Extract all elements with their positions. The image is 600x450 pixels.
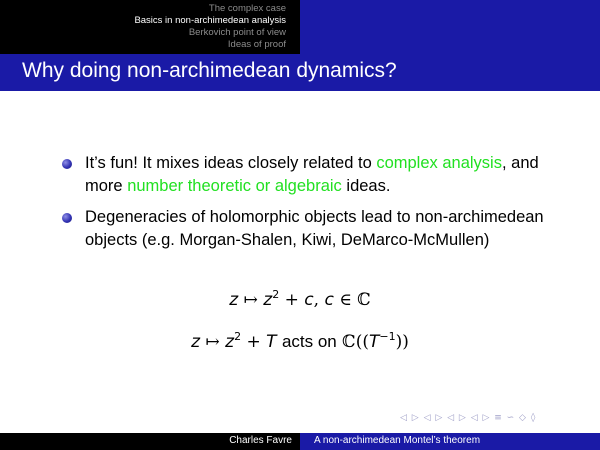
bullet-text: Degeneracies of holomorphic objects lead to non-archimedean objects (e.g. Morgan-Shalen, Kiwi, DeMarco-McMullen) [85, 208, 544, 249]
beamer-navigation-icons[interactable]: ◁ ▷ ◁ ▷ ◁ ▷ ◁ ▷ ≡ ∽ ◇ ◊ [400, 413, 537, 423]
footer-bar [0, 433, 600, 450]
bullet-item [62, 206, 562, 252]
section-navigation [134, 3, 286, 51]
section-link-non-archimedean-basics[interactable]: Basics in non-archimedean analysis [134, 15, 286, 26]
section-link-complex-case[interactable]: The complex case [208, 3, 286, 14]
header-right-panel [300, 0, 600, 54]
slide-content [62, 152, 562, 260]
formula-laurent-action: z ↦ $z^2 + T$ acts on $ℂ((T^{-1}))$ [191, 330, 409, 352]
title-bar [0, 54, 600, 91]
bullet-text: It’s fun! It mixes ideas closely related to complex analysis, and more number theoretic or algebraic ideas. [85, 154, 539, 195]
footer-author: Charles Favre [229, 435, 292, 446]
slide-title: Why doing non-archimedean dynamics? [22, 59, 397, 82]
section-link-berkovich[interactable]: Berkovich point of view [188, 27, 286, 38]
bullet-ball-icon [62, 213, 72, 223]
highlight-number-theoretic: number theoretic or algebraic [127, 177, 342, 195]
header-bar [0, 0, 600, 54]
footer-talk-title: A non-archimedean Montel’s theorem [314, 435, 481, 446]
highlight-complex-analysis: complex analysis [376, 154, 502, 172]
bullet-item [62, 152, 562, 198]
formula-quadratic-family: z ↦ $z^2 + c$, c ∈ ℂ [229, 288, 371, 310]
bullet-ball-icon [62, 159, 72, 169]
section-link-ideas-of-proof[interactable]: Ideas of proof [227, 39, 286, 50]
